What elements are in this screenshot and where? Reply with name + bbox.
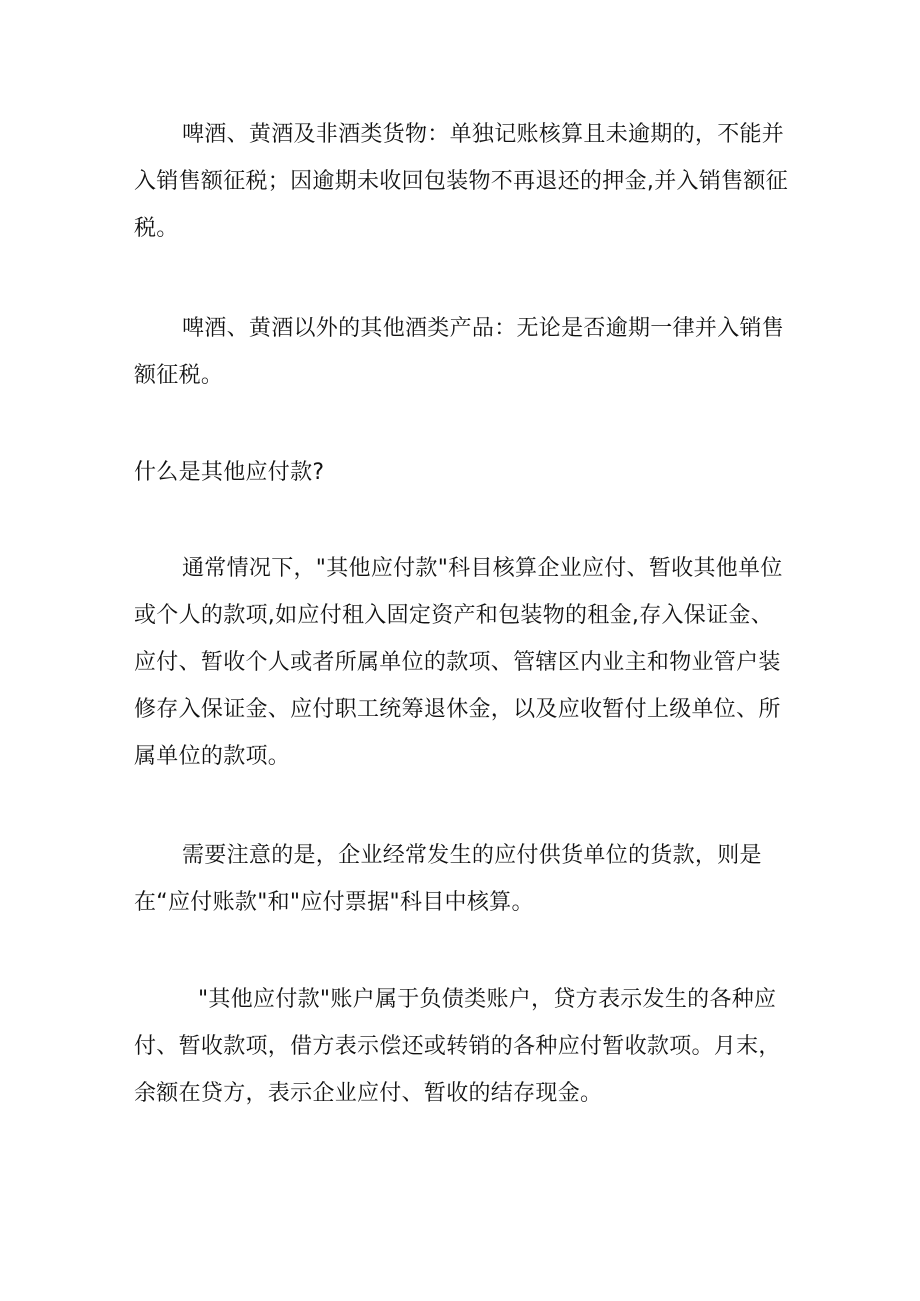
paragraph-packaging-deposit-beer: 啤酒、黄酒及非酒类货物：单独记账核算且未逾期的，不能并入销售额征税；因逾期未收回包装物不再退还的押金,并入销售额征税。 — [134, 122, 788, 241]
paragraph-liability-account: "其他应付款"账户属于负债类账户，贷方表示发生的各种应付、暂收款项，借方表示偿还或转销的各种应付暂收款项。月末，余额在贷方，表示企业应付、暂收的结存现金。 — [134, 987, 781, 1106]
paragraph-accounts-payable-note: 需要注意的是，企业经常发生的应付供货单位的货款，则是在“应付账款"和"应付票据"科目中核算。 — [134, 843, 762, 915]
paragraph-other-liquor: 啤酒、黄酒以外的其他酒类产品：无论是否逾期一律并入销售额征税。 — [134, 316, 785, 388]
section-heading-other-payables: 什么是其他应付款? — [134, 460, 325, 485]
paragraph-other-payables-definition: 通常情况下，"其他应付款"科目核算企业应付、暂收其他单位或个人的款项,如应付租入固定资产和包装物的租金,存入保证金、应付、暂收个人或者所属单位的款项、管辖区内业主和物业管户装修存入保证金、应付职工统筹退休金，以及应收暂付上级单位、所属单位的款项。 — [134, 556, 783, 769]
